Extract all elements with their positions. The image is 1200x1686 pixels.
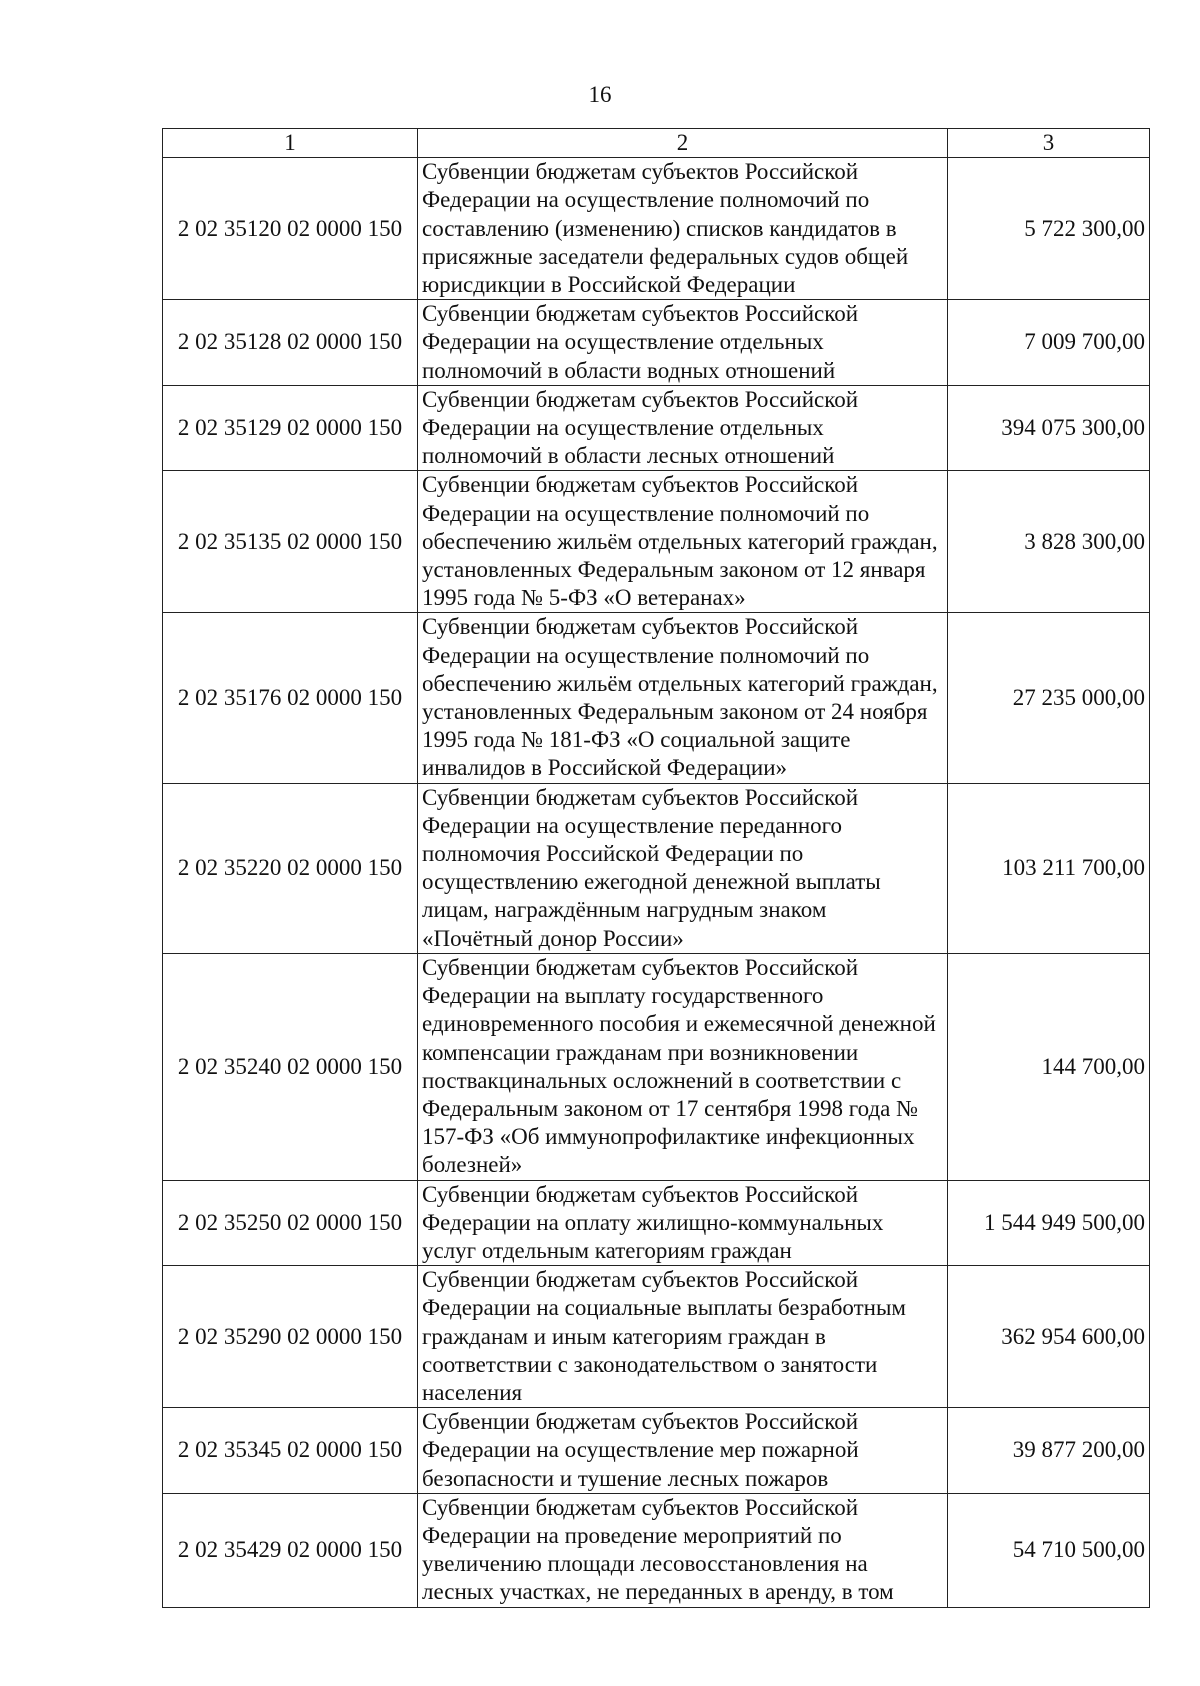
table-row [163,953,1150,1180]
budget-item-name: Субвенции бюджетам субъектов Российской Федерации на осуществление переданного полномочия Российской Федерации по осуществлению ежегодной денежной выплаты лицам, награждённым нагрудным знаком «Почётный донор России» [418,783,948,953]
table-row [163,300,1150,386]
column-header-3: 3 [948,129,1150,158]
budget-amount: 27 235 000,00 [948,613,1150,783]
budget-amount: 1 544 949 500,00 [948,1180,1150,1266]
budget-code: 2 02 35345 02 0000 150 [163,1408,418,1494]
column-header-1: 1 [163,129,418,158]
table-row [163,158,1150,300]
page-number: 16 [588,82,612,107]
budget-item-name: Субвенции бюджетам субъектов Российской Федерации на осуществление отдельных полномочий в области водных отношений [418,300,948,386]
budget-code: 2 02 35129 02 0000 150 [163,385,418,471]
budget-code: 2 02 35176 02 0000 150 [163,613,418,783]
table-row [163,385,1150,471]
budget-item-name: Субвенции бюджетам субъектов Российской Федерации на осуществление полномочий по составлению (изменению) списков кандидатов в присяжные заседатели федеральных судов общей юрисдикции в Российской Федерации [418,158,948,300]
table-row [163,1266,1150,1408]
budget-item-name: Субвенции бюджетам субъектов Российской Федерации на осуществление полномочий по обеспечению жильём отдельных категорий граждан, установленных Федеральным законом от 24 ноября 1995 года № 181-ФЗ «О социальной защите инвалидов в Российской Федерации» [418,613,948,783]
budget-item-name: Субвенции бюджетам субъектов Российской Федерации на осуществление отдельных полномочий в области лесных отношений [418,385,948,471]
column-header-2: 2 [418,129,948,158]
budget-table [162,128,1150,1608]
table-row [163,783,1150,953]
budget-item-name: Субвенции бюджетам субъектов Российской Федерации на оплату жилищно-коммунальных услуг отдельным категориям граждан [418,1180,948,1266]
budget-item-name: Субвенции бюджетам субъектов Российской Федерации на осуществление мер пожарной безопасности и тушение лесных пожаров [418,1408,948,1494]
budget-code: 2 02 35240 02 0000 150 [163,953,418,1180]
budget-item-name: Субвенции бюджетам субъектов Российской Федерации на осуществление полномочий по обеспечению жильём отдельных категорий граждан, установленных Федеральным законом от 12 января 1995 года № 5-ФЗ «О ветеранах» [418,471,948,613]
budget-code: 2 02 35120 02 0000 150 [163,158,418,300]
budget-item-name: Субвенции бюджетам субъектов Российской Федерации на социальные выплаты безработным гражданам и иным категориям граждан в соответствии с законодательством о занятости населения [418,1266,948,1408]
budget-amount: 103 211 700,00 [948,783,1150,953]
budget-amount: 5 722 300,00 [948,158,1150,300]
table-row [163,471,1150,613]
budget-amount: 144 700,00 [948,953,1150,1180]
budget-amount: 394 075 300,00 [948,385,1150,471]
table-row [163,1493,1150,1607]
table-header-row [163,129,1150,158]
table-row [163,1408,1150,1494]
budget-code: 2 02 35429 02 0000 150 [163,1493,418,1607]
budget-code: 2 02 35135 02 0000 150 [163,471,418,613]
budget-code: 2 02 35250 02 0000 150 [163,1180,418,1266]
table-row [163,1180,1150,1266]
budget-code: 2 02 35290 02 0000 150 [163,1266,418,1408]
budget-amount: 39 877 200,00 [948,1408,1150,1494]
budget-item-name: Субвенции бюджетам субъектов Российской Федерации на выплату государственного единовременного пособия и ежемесячной денежной компенсации гражданам при возникновении поствакцинальных осложнений в соответствии с Федеральным законом от 17 сентября 1998 года № 157-ФЗ «Об иммунопрофилактике инфекционных болезней» [418,953,948,1180]
budget-amount: 3 828 300,00 [948,471,1150,613]
budget-amount: 7 009 700,00 [948,300,1150,386]
budget-amount: 54 710 500,00 [948,1493,1150,1607]
budget-code: 2 02 35220 02 0000 150 [163,783,418,953]
budget-amount: 362 954 600,00 [948,1266,1150,1408]
budget-code: 2 02 35128 02 0000 150 [163,300,418,386]
table-row [163,613,1150,783]
budget-item-name: Субвенции бюджетам субъектов Российской Федерации на проведение мероприятий по увеличению площади лесовосстановления на лесных участках, не переданных в аренду, в том [418,1493,948,1607]
